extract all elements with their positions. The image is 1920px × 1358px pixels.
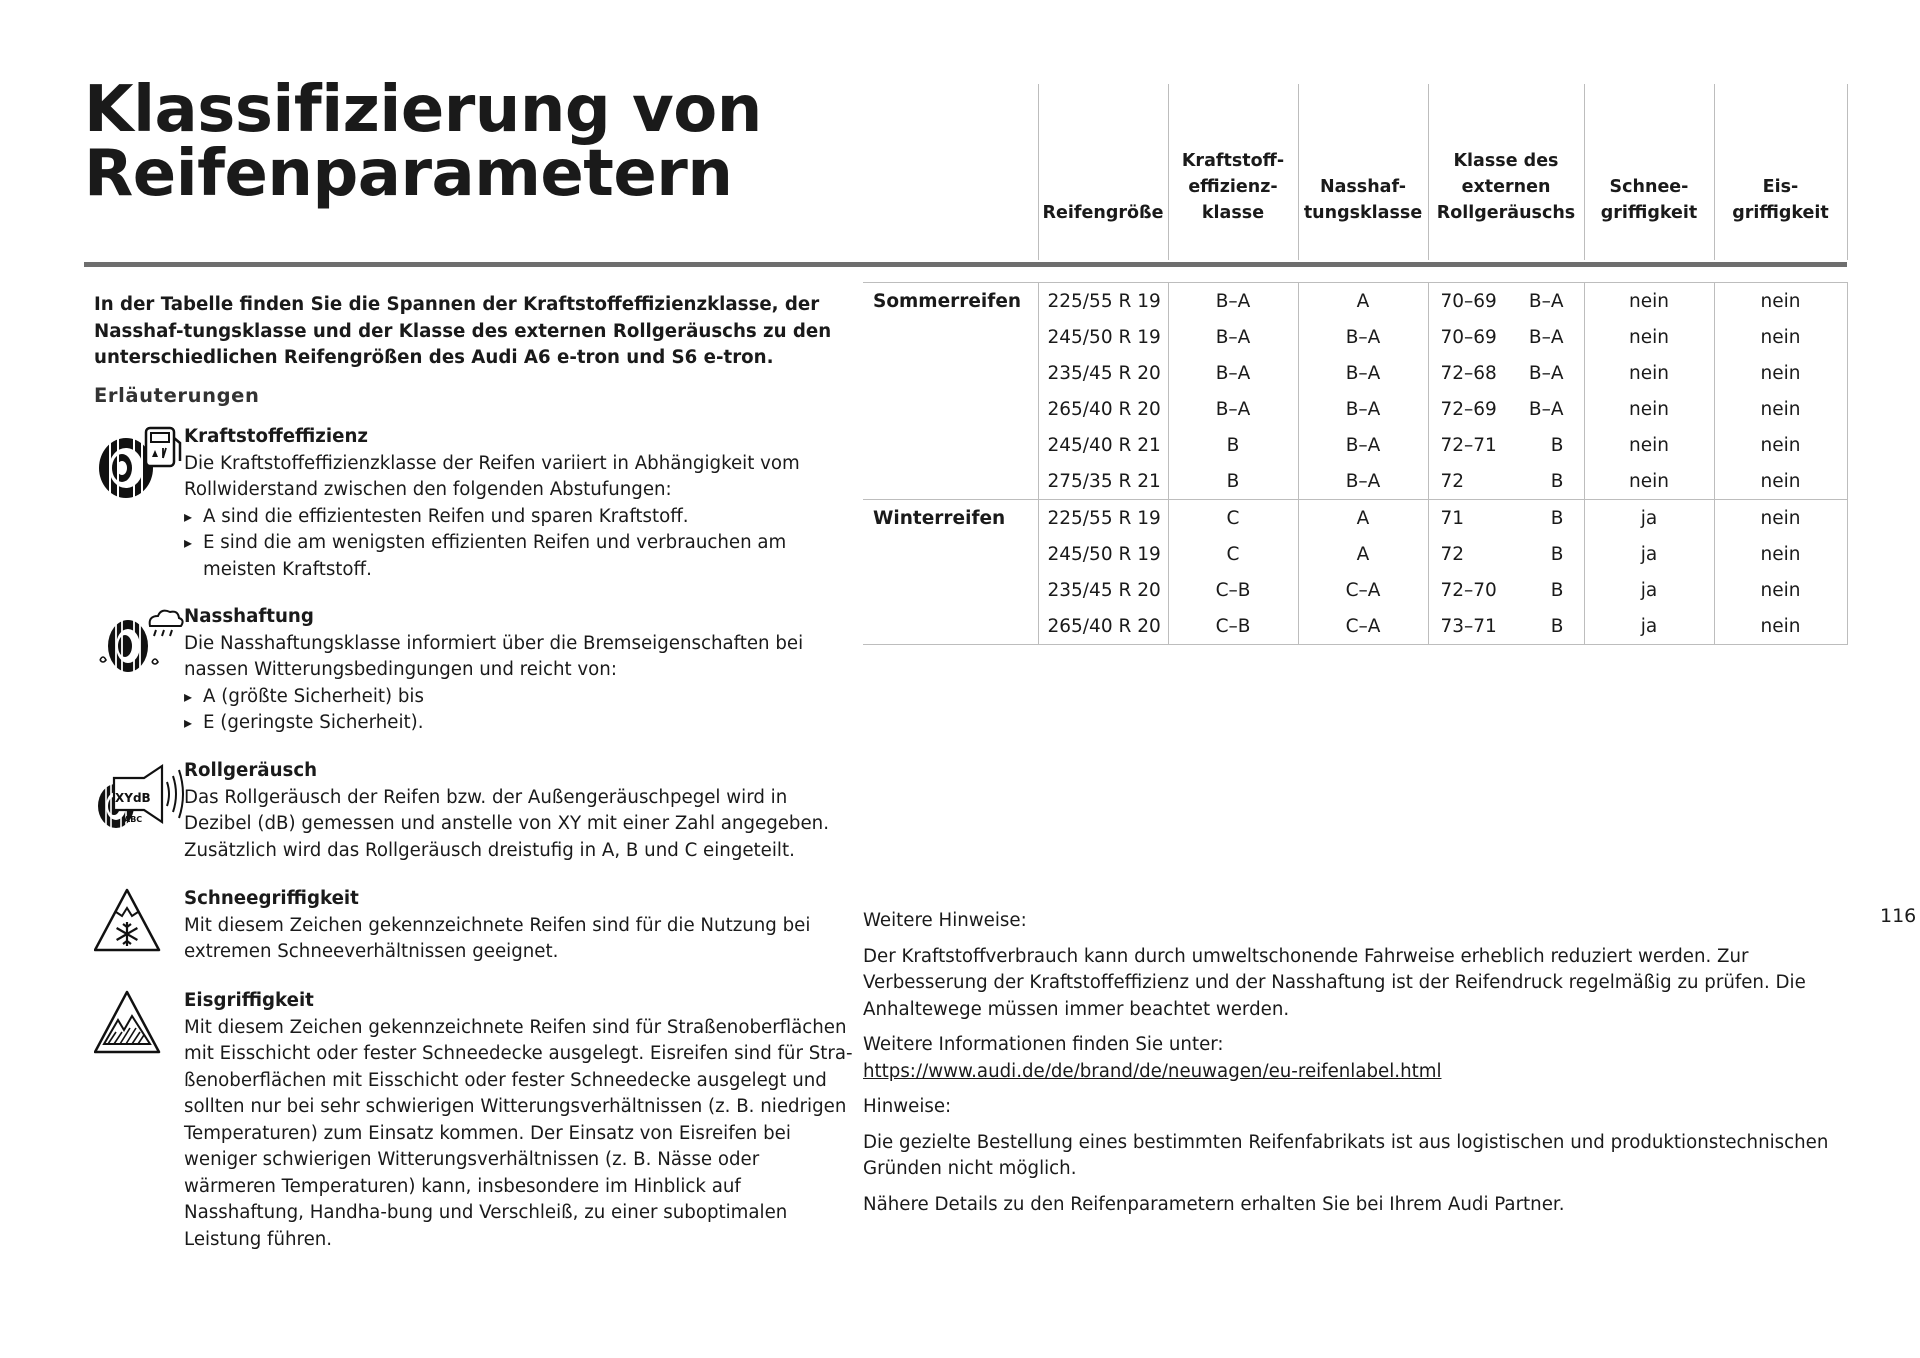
noise-class-value: B–A: [1528, 398, 1564, 420]
snowflake-mountain-icon: [94, 886, 170, 962]
tire-size-cell: 235/45 R 20: [1038, 572, 1168, 608]
fuel-class-cell: C–B: [1168, 572, 1298, 608]
noise-class-value: B–A: [1528, 290, 1564, 312]
snow-grip-cell: nein: [1584, 427, 1714, 463]
notes-section: [863, 908, 1848, 1227]
noise-db-value: 70–69: [1440, 326, 1497, 348]
fuel-class-cell: C: [1168, 536, 1298, 572]
fuel-class-cell: B–A: [1168, 355, 1298, 391]
noise-db-value: 72–68: [1440, 362, 1497, 384]
list-item: ▸ A sind die effizientesten Reifen und sparen Kraftstoff.: [184, 504, 854, 531]
noise-class-cell: [1428, 427, 1584, 463]
ice-grip-cell: nein: [1714, 283, 1847, 320]
noise-db-value: 73–71: [1440, 615, 1497, 637]
header-noise: [1428, 84, 1584, 260]
noise-db-value: 72: [1440, 543, 1465, 565]
noise-class-value: B: [1550, 507, 1564, 529]
ice-mountain-icon: [94, 988, 170, 1064]
tire-size-cell: 235/45 R 20: [1038, 355, 1168, 391]
title-line-2: Reifenparametern: [84, 137, 733, 211]
category-cell: [863, 572, 1038, 608]
noise-icon-text-small: ABC: [124, 815, 143, 824]
ice-grip-cell: nein: [1714, 608, 1847, 645]
legend-snow-title: Schneegriffigkeit: [184, 888, 359, 909]
notes-paragraph-2: [863, 1032, 1848, 1085]
notes-heading-2: Hinweise:: [863, 1096, 952, 1117]
header-label: Nasshaf- tungsklasse: [1303, 177, 1423, 223]
noise-class-cell: [1428, 500, 1584, 537]
wet-class-cell: B–A: [1298, 463, 1428, 500]
header-label: Eis- griffigkeit: [1732, 177, 1829, 223]
table-row: [863, 319, 1847, 355]
table-row: [863, 500, 1847, 537]
noise-class-value: B–A: [1528, 326, 1564, 348]
legend-noise-title: Rollgeräusch: [184, 760, 318, 781]
legend-noise-text: Das Rollgeräusch der Reifen bzw. der Außengeräuschpegel wird in Dezibel (dB) gemessen und anstelle von XY mit einer Zahl angegeben. Zusätzlich wird das Rollgeräusch dreistufig in A, B und C eingeteilt.: [184, 786, 829, 861]
snow-grip-cell: nein: [1584, 391, 1714, 427]
ice-grip-cell: nein: [1714, 391, 1847, 427]
noise-class-cell: [1428, 463, 1584, 500]
snow-grip-cell: ja: [1584, 608, 1714, 645]
noise-class-value: B: [1550, 579, 1564, 601]
page-title: [84, 73, 844, 211]
snow-grip-cell: ja: [1584, 500, 1714, 537]
snow-grip-cell: ja: [1584, 572, 1714, 608]
header-size: [1038, 84, 1168, 260]
ice-grip-cell: nein: [1714, 536, 1847, 572]
snow-grip-cell: nein: [1584, 463, 1714, 500]
noise-class-cell: [1428, 608, 1584, 645]
category-cell: [863, 355, 1038, 391]
tire-size-cell: 245/50 R 19: [1038, 536, 1168, 572]
wet-class-cell: B–A: [1298, 355, 1428, 391]
table-header-row: [863, 84, 1847, 260]
table-row: [863, 536, 1847, 572]
intro-text: In der Tabelle finden Sie die Spannen der Kraftstoffeffizienzklasse, der Nasshaf-tungsklasse und der Klasse des externen Rollgeräuschs zu den unterschiedlichen Reifengrößen des Audi A6 e-tron und S6 e-tron.: [94, 294, 832, 368]
wet-class-cell: B–A: [1298, 319, 1428, 355]
table-row: [863, 427, 1847, 463]
header-ice: [1714, 84, 1847, 260]
legend-snow-text: Mit diesem Zeichen gekennzeichnete Reifen sind für die Nutzung bei extremen Schneeverhältnissen geeignet.: [184, 914, 811, 962]
noise-db-value: 70–69: [1440, 290, 1497, 312]
noise-db-value: 71: [1440, 507, 1465, 529]
table-row: [863, 463, 1847, 500]
noise-class-cell: [1428, 572, 1584, 608]
fuel-class-cell: B–A: [1168, 319, 1298, 355]
fuel-class-cell: B: [1168, 463, 1298, 500]
category-cell: [863, 427, 1038, 463]
category-cell: [863, 608, 1038, 645]
wet-class-cell: C–A: [1298, 608, 1428, 645]
snow-grip-cell: nein: [1584, 319, 1714, 355]
tire-speaker-icon: [94, 758, 170, 834]
tire-fuel-pump-icon: [94, 424, 170, 500]
category-cell: [863, 391, 1038, 427]
tire-size-cell: 275/35 R 21: [1038, 463, 1168, 500]
noise-class-value: B: [1550, 615, 1564, 637]
table-row: [863, 391, 1847, 427]
ice-grip-cell: nein: [1714, 355, 1847, 391]
ice-grip-cell: nein: [1714, 463, 1847, 500]
legend-fuel-list: [184, 504, 854, 584]
table-row: [863, 572, 1847, 608]
ice-grip-cell: nein: [1714, 572, 1847, 608]
table-row: [863, 608, 1847, 645]
category-cell: Sommerreifen: [863, 283, 1038, 320]
noise-class-cell: [1428, 319, 1584, 355]
noise-db-value: 72–71: [1440, 434, 1497, 456]
tire-size-cell: 245/50 R 19: [1038, 319, 1168, 355]
header-snow: [1584, 84, 1714, 260]
wet-class-cell: A: [1298, 500, 1428, 537]
fuel-class-cell: B–A: [1168, 391, 1298, 427]
noise-db-value: 72–70: [1440, 579, 1497, 601]
snow-grip-cell: nein: [1584, 283, 1714, 320]
fuel-class-cell: B: [1168, 427, 1298, 463]
header-wet: [1298, 84, 1428, 260]
header-fuel: [1168, 84, 1298, 260]
noise-class-cell: [1428, 536, 1584, 572]
legend-wet-text: Die Nasshaftungsklasse informiert über die Bremseigenschaften bei nassen Witterungsbedingungen und reicht von:: [184, 632, 804, 680]
noise-db-value: 72–69: [1440, 398, 1497, 420]
noise-class-value: B: [1550, 434, 1564, 456]
noise-class-cell: [1428, 391, 1584, 427]
header-label: Kraftstoff- effizienz- klasse: [1181, 151, 1285, 223]
notes-paragraph-4: Nähere Details zu den Reifenparametern erhalten Sie bei Ihrem Audi Partner.: [863, 1193, 1565, 1215]
fuel-class-cell: C–B: [1168, 608, 1298, 645]
noise-class-value: B–A: [1528, 362, 1564, 384]
notes-more-info: Weitere Informationen finden Sie unter:: [863, 1034, 1224, 1055]
notes-paragraph-1: Der Kraftstoffverbrauch kann durch umweltschonende Fahrweise erheblich reduziert werden. Zur Verbesserung der Kraftstoffeffizienz und der Nasshaftung ist der Reifendruck regelmäßig zu prüfen. Die Anhaltewege müssen immer beachtet werden.: [863, 945, 1806, 1020]
fuel-class-cell: B–A: [1168, 283, 1298, 320]
list-item: ▸ E sind die am wenigsten effizienten Reifen und verbrauchen am meisten Kraftstoff.: [184, 530, 854, 583]
legend-heading: Erläuterungen: [94, 384, 260, 407]
header-label: Schnee- griffigkeit: [1600, 177, 1698, 223]
tire-size-cell: 265/40 R 20: [1038, 391, 1168, 427]
legend-wet-title: Nasshaftung: [184, 606, 314, 627]
snow-grip-cell: nein: [1584, 355, 1714, 391]
title-line-1: Klassifizierung von: [84, 73, 762, 147]
tire-size-cell: 245/40 R 21: [1038, 427, 1168, 463]
header-label: Klasse des externen Rollgeräuschs: [1436, 151, 1576, 223]
legend-fuel-title: Kraftstoffeffizienz: [184, 426, 368, 447]
reifenlabel-link[interactable]: https://www.audi.de/de/brand/de/neuwagen/eu-reifenlabel.html: [863, 1060, 1442, 1082]
notes-heading-1: Weitere Hinweise:: [863, 910, 1027, 931]
wet-class-cell: A: [1298, 283, 1428, 320]
tire-rain-cloud-icon: [94, 604, 170, 680]
list-item: ▸ A (größte Sicherheit) bis: [184, 684, 854, 711]
wet-class-cell: B–A: [1298, 427, 1428, 463]
tire-parameter-table: [863, 84, 1848, 645]
legend-ice-text: Mit diesem Zeichen gekennzeichnete Reifen sind für Straßenoberflächen mit Eisschicht oder fester Schneedecke ausgelegt. Eisreifen sind für Stra-ßenoberflächen mit Eisschicht oder fester Schneedecke ausgelegt und sollten nur bei sehr schwierigen Witterungsverhältnissen (z. B. niedrigen Temperaturen) zum Einsatz kommen. Der Einsatz von Eisreifen bei weniger schwierigen Witterungsverhältnissen (z. B. Nässe oder wärmeren Temperaturen) kann, insbesondere im Hinblick auf Nasshaftung, Handha-bung und Verschleiß, zu einer suboptimalen Leistung führen.: [184, 1016, 853, 1250]
tire-size-cell: 265/40 R 20: [1038, 608, 1168, 645]
page-number: 116: [1880, 905, 1917, 927]
category-cell: [863, 536, 1038, 572]
noise-class-cell: [1428, 355, 1584, 391]
notes-paragraph-3: Die gezielte Bestellung eines bestimmten Reifenfabrikats ist aus logistischen und produktionstechnischen Gründen nicht möglich.: [863, 1131, 1829, 1179]
wet-class-cell: C–A: [1298, 572, 1428, 608]
noise-class-value: B: [1550, 470, 1564, 492]
category-cell: [863, 319, 1038, 355]
snow-grip-cell: ja: [1584, 536, 1714, 572]
header-label: Reifengröße: [1042, 203, 1164, 223]
wet-class-cell: B–A: [1298, 391, 1428, 427]
ice-grip-cell: nein: [1714, 319, 1847, 355]
legend-fuel-text: Die Kraftstoffeffizienzklasse der Reifen variiert in Abhängigkeit vom Rollwiderstand zwischen den folgenden Abstufungen:: [184, 452, 800, 500]
legend-ice-title: Eisgriffigkeit: [184, 990, 314, 1011]
category-cell: Winterreifen: [863, 500, 1038, 537]
tire-size-cell: 225/55 R 19: [1038, 283, 1168, 320]
list-item: ▸ E (geringste Sicherheit).: [184, 710, 854, 737]
tire-size-cell: 225/55 R 19: [1038, 500, 1168, 537]
wet-class-cell: A: [1298, 536, 1428, 572]
legend-wet-list: [184, 684, 854, 737]
noise-db-value: 72: [1440, 470, 1465, 492]
table-row: [863, 283, 1847, 320]
noise-class-cell: [1428, 283, 1584, 320]
fuel-class-cell: C: [1168, 500, 1298, 537]
table-body: [863, 283, 1847, 645]
ice-grip-cell: nein: [1714, 500, 1847, 537]
ice-grip-cell: nein: [1714, 427, 1847, 463]
header-rule: [84, 262, 1847, 267]
table-row: [863, 355, 1847, 391]
noise-icon-text: XYdB: [115, 791, 151, 805]
category-cell: [863, 463, 1038, 500]
header-category: [863, 84, 1038, 260]
noise-class-value: B: [1550, 543, 1564, 565]
